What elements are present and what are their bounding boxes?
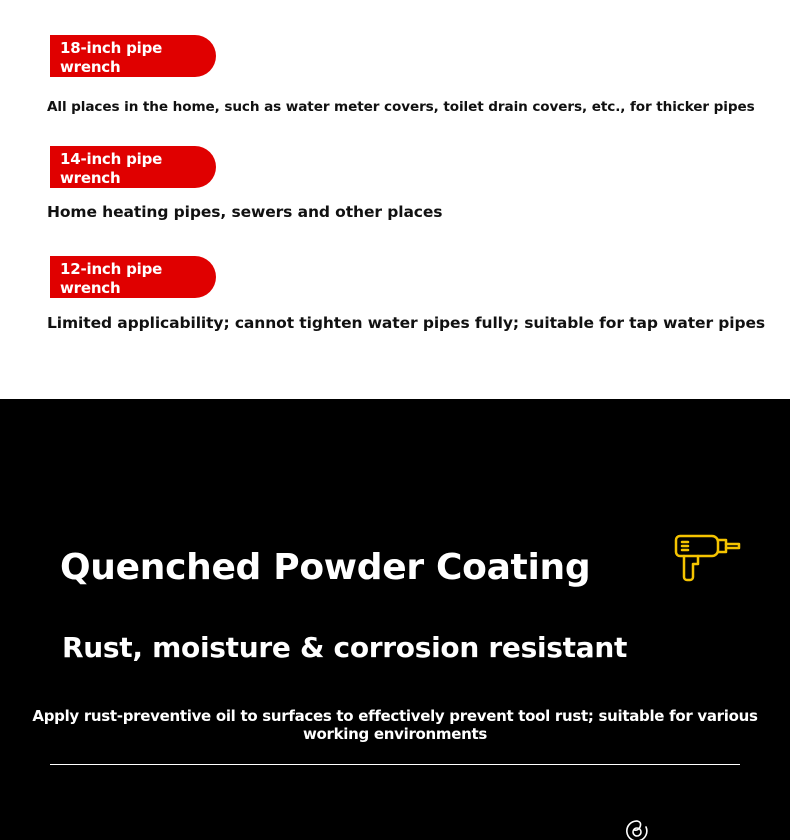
feature-description: Apply rust-preventive oil to surfaces to effectively prevent tool rust; suitable for various working environments — [32, 707, 758, 743]
size-badge: 18-inch pipe wrench — [50, 35, 216, 77]
section-divider — [50, 764, 740, 765]
feature-subtitle: Rust, moisture & corrosion resistant — [62, 631, 628, 664]
loop-icon — [624, 818, 650, 840]
size-description: All places in the home, such as water meter covers, toilet drain covers, etc., for thicker pipes — [47, 99, 755, 115]
wrench-size-section — [0, 0, 790, 399]
size-badge: 12-inch pipe wrench — [50, 256, 216, 298]
feature-title: Quenched Powder Coating — [60, 547, 591, 588]
drill-icon — [672, 530, 742, 584]
coating-feature-section — [0, 399, 790, 840]
size-badge: 14-inch pipe wrench — [50, 146, 216, 188]
size-description: Limited applicability; cannot tighten water pipes fully; suitable for tap water pipes — [47, 314, 766, 332]
size-description: Home heating pipes, sewers and other places — [47, 203, 443, 221]
